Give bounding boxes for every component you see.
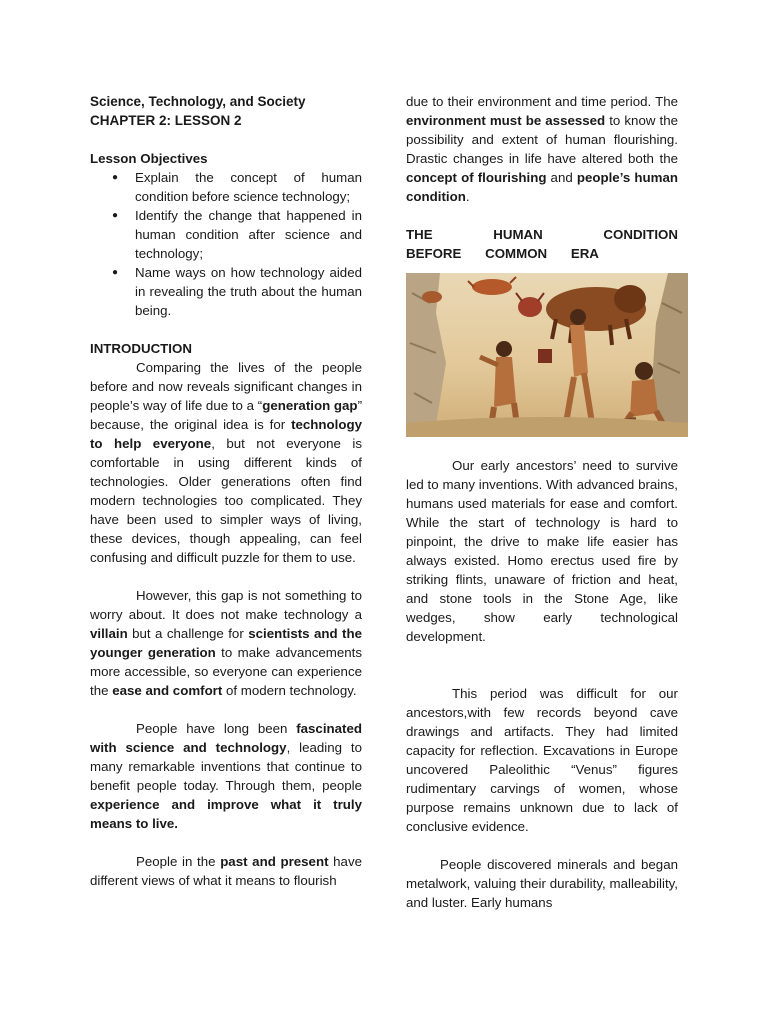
intro-paragraph-3: People have long been fascinated with science and technology, leading to many remarkable inventions that continue to benefit people today. Through them, people experience and improve what it truly means to live. — [90, 721, 362, 831]
bullet-dot-icon: ● — [112, 210, 119, 221]
right-paragraph-0: due to their environment and time period. The environment must be assessed to know the possibility and extent of human flourishing. Drastic changes in life have altered both the concept of flourishing and people’s human condition. — [406, 94, 678, 204]
objective-item: ● Explain the concept of human condition before science technology; — [112, 170, 362, 204]
right-paragraph-3: People discovered minerals and began metalwork, valuing their durability, malleability, and luster. Early humans — [406, 857, 678, 910]
intro-paragraph-2: However, this gap is not something to worry about. It does not make technology a villain but a challenge for scientists and the younger generation to make advancements more accessible, so everyone can experience the ease and comfort of modern technology. — [90, 588, 362, 698]
left-column — [90, 92, 362, 890]
right-paragraph-2: This period was difficult for our ancestors,with few records beyond cave drawings and artifacts. They had limited capacity for reflection. Excavations in Europe uncovered Paleolithic “Venus” figures rudimentary carvings of women, whose purpose remains unknown due to lack of conclusive evidence. — [406, 686, 678, 834]
introduction-heading: INTRODUCTION — [90, 341, 192, 356]
objectives-heading: Lesson Objectives — [90, 151, 208, 166]
objective-item: ● Identify the change that happened in human condition after science and technology; — [112, 208, 362, 261]
bullet-dot-icon: ● — [112, 172, 119, 183]
intro-paragraph-4: People in the past and present have different views of what it means to flourish — [90, 854, 362, 888]
bullet-dot-icon: ● — [112, 267, 119, 278]
objective-item: ● Name ways on how technology aided in revealing the truth about the human being. — [112, 265, 362, 318]
chapter-label: CHAPTER 2: LESSON 2 — [90, 113, 242, 128]
cave-painting-illustration — [406, 273, 688, 437]
intro-paragraph-1: Comparing the lives of the people before and now reveals significant changes in people’s way of life due to a “generation gap” because, the original idea is for technology to help everyone, but not everyone is comfortable in using different kinds of technologies. Older generations often find modern technologies too complicated. They have been used to simpler ways of living, these devices, though appealing, can feel confusing and difficult puzzle for them to use. — [90, 360, 362, 565]
right-column — [406, 92, 678, 912]
objectives-list — [90, 168, 362, 320]
section-heading: THE HUMAN CONDITION BEFORE COMMON ERA — [406, 227, 678, 261]
document-title: Science, Technology, and Society — [90, 94, 306, 109]
right-paragraph-1: Our early ancestors’ need to survive led to many inventions. With advanced brains, humans used materials for ease and comfort. While the start of technology is hard to pinpoint, the drive to make life easier has always existed. Homo erectus used fire by striking flints, unaware of friction and heat, and stone tools in the Stone Age, like wedges, show early technological development. — [406, 458, 678, 644]
cave-painting-image — [406, 273, 688, 437]
